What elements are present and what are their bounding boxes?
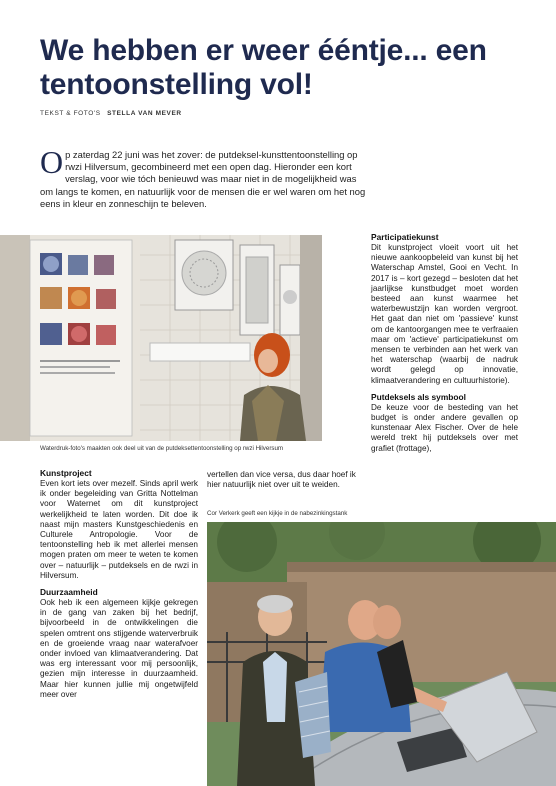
intro-paragraph	[40, 144, 370, 210]
photo1-caption: Waterdruk-foto's maakten ook deel uit van de putdeksettentoonstelling op rwzi Hilversum	[40, 445, 284, 452]
drop-cap: O	[40, 144, 64, 180]
participatiekunst-paragraph: Dit kunstproject vloeit voort uit het nieuwe aankoopbeleid van kunst bij het Waterschap Amstel, Gooi en Vecht. In 2017 is – kort gezegd – besloten dat het jaarlijkse kunstbudget moet worden besteed aan kunst waarmee het waterbewustzijn kan worden vergroot. Het gaat dan niet om 'passieve' kunst om de kantoorgangen mee te verfraaien maar om 'actieve' participatiekunst om mensen te verbinden aan het werk van het waterschap (waarbij de nadruk wordt gelegd op innovatie, klimaatverandering en cultuurhistorie).	[371, 243, 518, 385]
left-column	[40, 468, 198, 706]
middle-column	[207, 470, 367, 496]
exhibition-photo-illustration	[0, 235, 322, 441]
section-heading-duurzaamheid: Duurzaamheid	[40, 587, 98, 598]
section-heading-kunstproject: Kunstproject	[40, 468, 92, 478]
exhibition-photo	[0, 235, 322, 441]
duurzaamheid-paragraph: Ook heb ik een algemeen kijkje gekregen in de gang van zaken bij het bedrijf, bijvoorbeeld in de ontwikkelingen die spelen omtrent ons stijgende waterverbruik en de groeiende vraag naar waterafvoer onder invloed van klimaatverandering. Dat was erg interessant voor mij persoonlijk, gezien mijn interesse in duurzaamheid. Maar hier kunnen jullie mij ongetwijfeld meer over	[40, 598, 198, 699]
putdeksels-paragraph: De keuze voor de besteding van het budget is onder andere gevallen op kunstenaar Alex Fischer. Over de hele wereld trekt hij putdeksels over met grafiet (frottage),	[371, 402, 518, 453]
middle-paragraph: vertellen dan vice versa, dus daar hoef ik hier natuurlijk niet over uit te weiden.	[207, 470, 356, 490]
tank-photo-illustration	[207, 522, 556, 786]
byline-author: STELLA VAN MEVER	[107, 110, 182, 117]
tank-photo	[207, 522, 556, 786]
kunstproject-paragraph: Even kort iets over mezelf. Sinds april werk ik onder begeleiding van Gritta Nottelman voor Waternet om dit kunstproject werkelijkheid te laten worden. Dit doe ik naast mijn masters Kunstgeschiedenis en Culturele Antropologie. Voor de tentoonstelling heb ik met allerlei mensen mogen praten om meer te weten te komen over – natuurlijk – putdeksels en de rwzi in Hilversum.	[40, 479, 198, 580]
byline	[40, 110, 182, 117]
section-heading-participatiekunst: Participatiekunst	[371, 232, 439, 242]
byline-label: TEKST & FOTO'S	[40, 110, 101, 117]
intro-text: p zaterdag 22 juni was het zover: de putdeksel-kunsttentoonstelling op rwzi Hilversum, gecombineerd met een open dag. Hieronder een kort verslag, voor wie tóch benieuwd was maar niet in de mogelijkheid was om langs te komen, en natuurlijk voor de mensen die er wel waren om het nog eens in kleur en zonneschijn te beleven.	[40, 149, 366, 209]
section-heading-putdeksels: Putdeksels als symbool	[371, 391, 466, 402]
right-column	[371, 232, 518, 460]
photo2-caption: Cor Verkerk geeft een kijkje in de nabezinkingstank	[207, 510, 348, 517]
article-title: We hebben er weer ééntje... een tentoonstelling vol!	[40, 34, 487, 101]
